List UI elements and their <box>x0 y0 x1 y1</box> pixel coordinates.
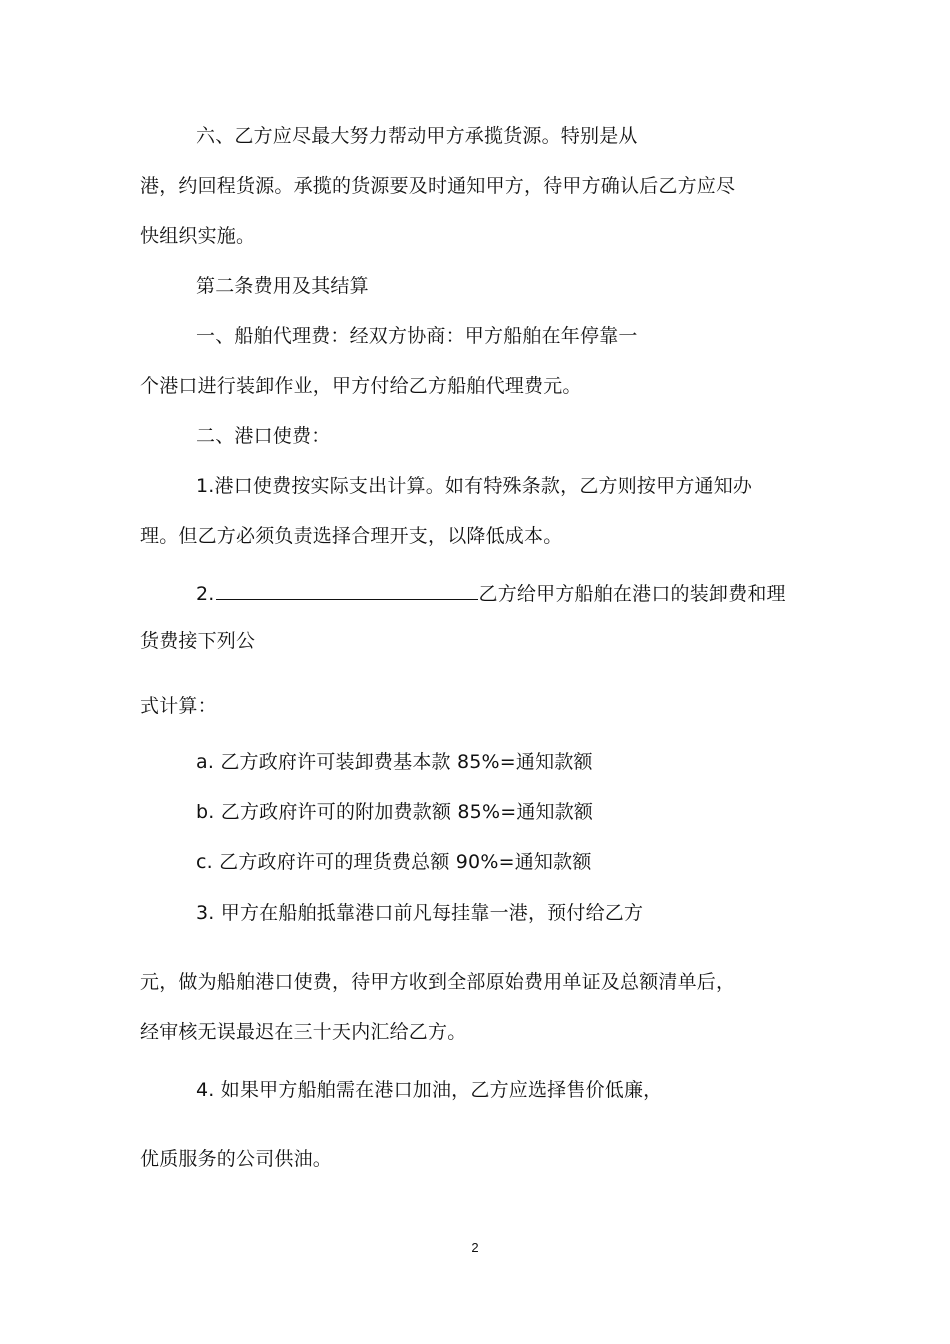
clause-6-line-3: 快组织实施。 <box>140 225 256 247</box>
item-2-line-1 <box>196 579 786 606</box>
clause-6-line-1: 六、乙方应尽最大努力帮动甲方承揽货源。特别是从 <box>196 125 638 147</box>
clause-6-line-2: 港，约回程货源。承揽的货源要及时通知甲方，待甲方确认后乙方应尽 <box>140 175 736 197</box>
item-2-line-3: 式计算： <box>140 695 217 717</box>
article-2-heading: 第二条费用及其结算 <box>196 275 369 297</box>
agency-fee-line-2: 个港口进行装卸作业，甲方付给乙方船舶代理费元。 <box>140 375 582 397</box>
item-3-line-3: 经审核无误最迟在三十天内汇给乙方。 <box>140 1021 467 1043</box>
agency-fee-line-1: 一、船舶代理费：经双方协商：甲方船舶在年停靠一 <box>196 325 638 347</box>
item-2-line-2: 货费接下列公 <box>140 630 256 652</box>
item-4-line-1: 4. 如果甲方船舶需在港口加油，乙方应选择售价低廉， <box>196 1079 663 1101</box>
item-2-prefix: 2. <box>196 583 215 605</box>
formula-b: b. 乙方政府许可的附加费款额 85%=通知款额 <box>196 801 594 823</box>
port-charges-heading: 二、港口使费： <box>196 425 331 447</box>
item-4-line-2: 优质服务的公司供油。 <box>140 1148 333 1170</box>
fill-in-blank <box>216 579 478 600</box>
item-1-line-1: 1.港口使费按实际支出计算。如有特殊条款，乙方则按甲方通知办 <box>196 475 753 497</box>
item-2-suffix: 乙方给甲方船舶在港口的装卸费和理 <box>478 583 786 605</box>
item-1-line-2: 理。但乙方必须负责选择合理开支，以降低成本。 <box>140 525 563 547</box>
page-number: 2 <box>471 1240 479 1255</box>
formula-c: c. 乙方政府许可的理货费总额 90%=通知款额 <box>196 851 592 873</box>
item-3-line-1: 3. 甲方在船舶抵靠港口前凡每挂靠一港，预付给乙方 <box>196 902 644 924</box>
item-3-line-2: 元，做为船舶港口使费，待甲方收到全部原始费用单证及总额清单后， <box>140 971 736 993</box>
formula-a: a. 乙方政府许可装卸费基本款 85%=通知款额 <box>196 751 593 773</box>
